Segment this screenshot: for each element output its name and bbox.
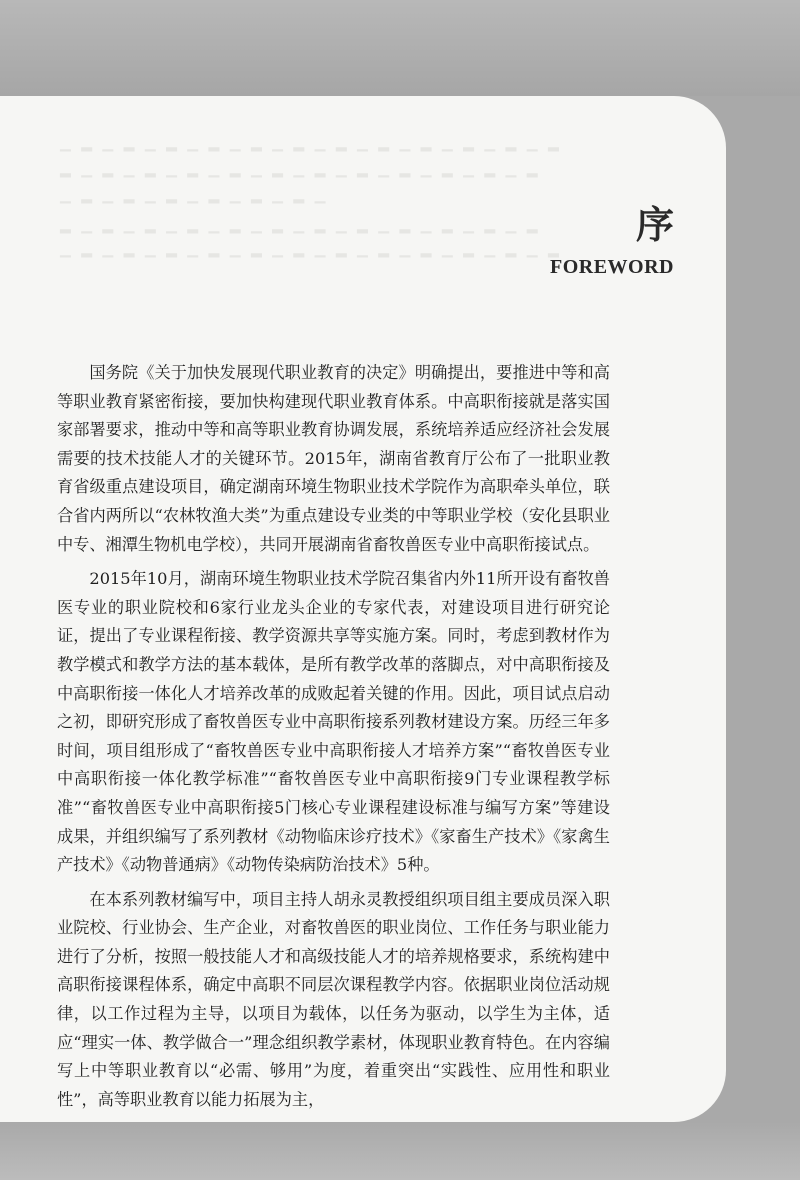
paragraph: 国务院《关于加快发展现代职业教育的决定》明确提出，要推进中等和高等职业教育紧密衔接，要加快构建现代职业教育体系。中高职衔接就是落实国家部署要求，推动中等和高等职业教育协调发展，系统培养适应经济社会发展需要的技术技能人才的关键环节。2015年，湖南省教育厅公布了一批职业教育省级重点建设项目，确定湖南环境生物职业技术学院作为高职牵头单位，联合省内两所以“农林牧渔大类”为重点建设专业类的中等职业学校（安化县职业中专、湘潭生物机电学校），共同开展湖南省畜牧兽医专业中高职衔接试点。 — [57, 363, 610, 554]
book-page — [0, 96, 726, 1122]
paragraph: 2015年10月，湖南环境生物职业技术学院召集省内外11所开设有畜牧兽医专业的职业院校和6家行业龙头企业的专家代表，对建设项目进行研究论证，提出了专业课程衔接、教学资源共享等实施方案。同时，考虑到教材作为教学模式和教学方法的基本载体，是所有教学改革的落脚点，对中高职衔接及中高职衔接一体化人才培养改革的成败起着关键的作用。因此，项目试点启动之初，即研究形成了畜牧兽医专业中高职衔接系列教材建设方案。历经三年多时间，项目组形成了“畜牧兽医专业中高职衔接人才培养方案”“畜牧兽医专业中高职衔接一体化教学标准”“畜牧兽医专业中高职衔接9门专业课程教学标准”“畜牧兽医专业中高职衔接5门核心专业课程建设标准与编写方案”等建设成果，并组织编写了系列教材《动物临床诊疗技术》《家畜生产技术》《家禽生产技术》《动物普通病》《动物传染病防治技术》5种。 — [57, 569, 610, 875]
show-through-texture: ▁ ▂ ▁ ▂ ▁ ▂ ▁ ▂ ▁ ▂ ▁ ▂ ▁ ▂ ▁ ▂ ▁ ▂ ▁ ▂ ▁ ▂ ▁ ▂ — [60, 136, 562, 152]
show-through-texture: ▁ ▂ ▁ ▂ ▁ ▂ ▁ ▂ ▁ ▂ ▁ ▂ ▁ ▂ ▁ ▂ ▁ ▂ ▁ ▂ ▁ ▂ ▁ ▂ — [60, 242, 562, 258]
show-through-texture: ▂ ▁ ▂ ▁ ▂ ▁ ▂ ▁ ▂ ▁ ▂ ▁ ▂ ▁ ▂ ▁ ▂ ▁ ▂ ▁ ▂ ▁ ▂ — [60, 162, 541, 178]
show-through-texture: ▂ ▁ ▂ ▁ ▂ ▁ ▂ ▁ ▂ ▁ ▂ ▁ ▂ ▁ ▂ ▁ ▂ ▁ ▂ ▁ ▂ ▁ ▂ — [60, 218, 541, 234]
scan-top-margin — [0, 0, 800, 96]
page-title: 序 — [635, 203, 674, 247]
show-through-texture: ▁ ▂ ▁ ▂ ▁ ▂ ▁ ▂ ▁ ▂ ▁ ▂ ▁ — [60, 188, 329, 204]
paragraph: 在本系列教材编写中，项目主持人胡永灵教授组织项目组主要成员深入职业院校、行业协会、生产企业，对畜牧兽医的职业岗位、工作任务与职业能力进行了分析，按照一般技能人才和高级技能人才的培养规格要求，系统构建中高职衔接课程体系，确定中高职不同层次课程教学内容。依据职业岗位活动规律，以工作过程为主导，以项目为载体，以任务为驱动，以学生为主体，适应“理实一体、教学做合一”理念组织教学素材，体现职业教育特色。在内容编写上中等职业教育以“必需、够用”为度，着重突出“实践性、应用性和职业性”，高等职业教育以能力拓展为主， — [57, 889, 610, 1109]
page-subtitle: FOREWORD — [550, 256, 674, 278]
scan-bottom-margin — [0, 1122, 800, 1180]
foreword-body — [57, 359, 610, 1114]
